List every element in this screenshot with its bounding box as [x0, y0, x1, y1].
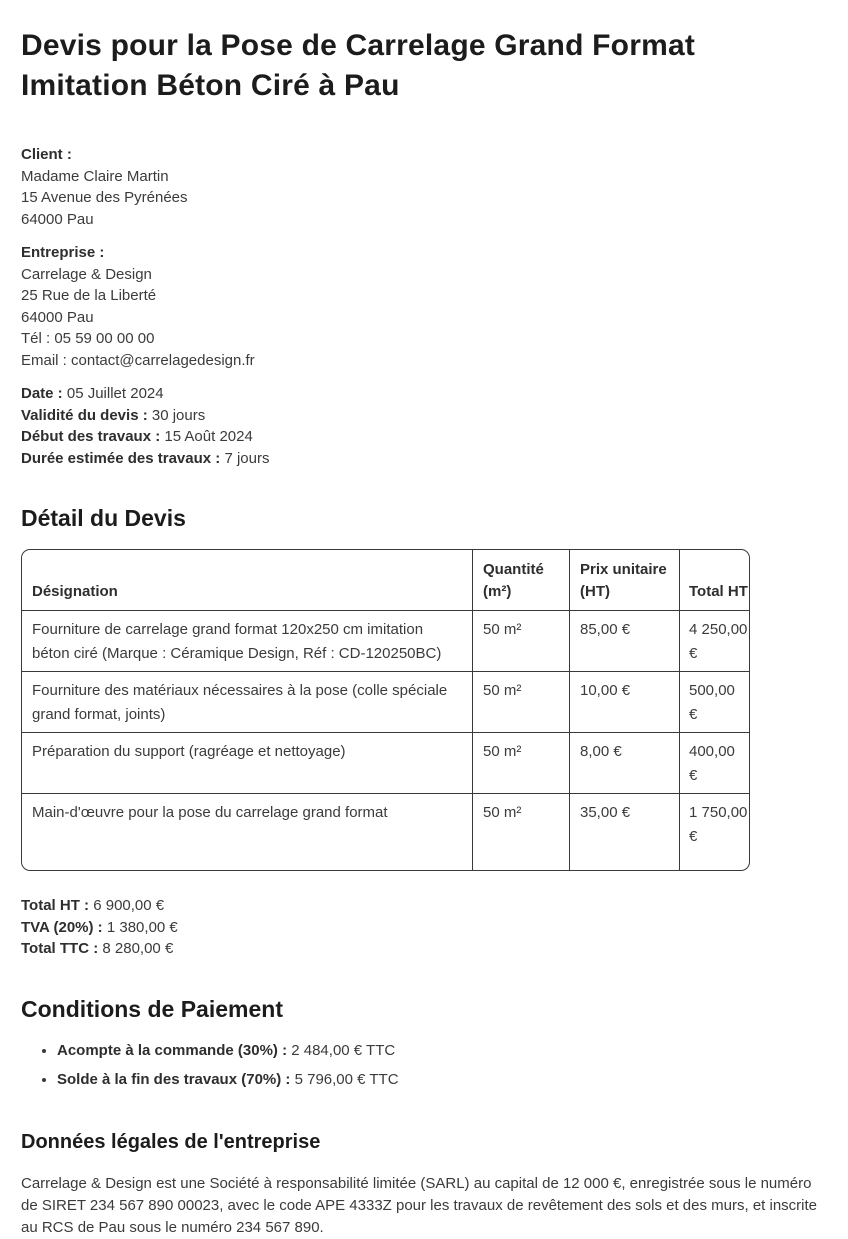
payment-term-balance-label: Solde à la fin des travaux (70%) : [57, 1071, 291, 1088]
total-ht-value: 6 900,00 € [93, 897, 165, 914]
tva-value: 1 380,00 € [106, 918, 178, 936]
payment-term-deposit-label: Acompte à la commande (30%) : [57, 1041, 288, 1059]
total-ht-label: Total HT : [21, 897, 90, 914]
meta-validity-value: 30 jours [151, 406, 206, 424]
client-address-street: 15 Avenue des Pyrénées [21, 189, 188, 206]
section-heading-detail: Détail du Devis [21, 505, 186, 531]
cell-unit-price: 8,00 € [569, 732, 679, 793]
total-ttc-label: Total TTC : [21, 940, 99, 957]
cell-unit-price: 10,00 € [569, 671, 679, 732]
cell-total: 4 250,00 € [679, 610, 749, 671]
cell-total: 1 750,00 € [679, 793, 749, 870]
total-ht-line [21, 895, 827, 917]
page-title: Devis pour la Pose de Carrelage Grand Format Imitation Béton Ciré à Pau [21, 29, 696, 102]
meta-date-value: 05 Juillet 2024 [66, 385, 164, 402]
company-block [21, 242, 827, 371]
section-heading-payment: Conditions de Paiement [21, 995, 283, 1022]
col-header-designation: Désignation [32, 582, 118, 600]
cell-designation: Fourniture de carrelage grand format 120x250 cm imitation béton ciré (Marque : Céramique Design, Réf : CD-120250BC) [22, 610, 472, 671]
cell-quantity: 50 m² [472, 732, 569, 793]
payment-term-balance [57, 1069, 827, 1091]
company-address-street: 25 Rue de la Liberté [21, 287, 157, 304]
meta-start [21, 426, 827, 448]
total-ttc-value: 8 280,00 € [102, 940, 174, 957]
meta-date [21, 383, 827, 405]
section-heading-legal: Données légales de l'entreprise [21, 1130, 321, 1153]
totals-block [21, 895, 827, 960]
table-row [22, 610, 749, 671]
table-row [22, 732, 749, 793]
payment-term-deposit [57, 1040, 827, 1062]
company-label: Entreprise : [21, 244, 105, 261]
cell-designation: Fourniture des matériaux nécessaires à la pose (colle spéciale grand format, joints) [22, 671, 472, 732]
table-header-row [22, 550, 749, 610]
cell-unit-price: 35,00 € [569, 793, 679, 870]
cell-designation: Préparation du support (ragréage et nettoyage) [22, 732, 472, 793]
tva-line [21, 917, 827, 939]
col-header-unit-price: Prix unitaire (HT) [569, 550, 679, 610]
cell-total: 400,00 € [679, 732, 749, 793]
col-header-total: Total HT [679, 550, 749, 610]
client-label: Client : [21, 146, 72, 163]
company-address-city: 64000 Pau [21, 308, 94, 326]
payment-term-balance-value: 5 796,00 € TTC [294, 1071, 399, 1088]
company-phone: Tél : 05 59 00 00 00 [21, 330, 155, 347]
total-ttc-line [21, 938, 827, 960]
meta-start-label: Début des travaux : [21, 428, 161, 445]
meta-duration-value: 7 jours [224, 449, 270, 467]
cell-total: 500,00 € [679, 671, 749, 732]
table-row [22, 671, 749, 732]
meta-date-label: Date : [21, 385, 63, 402]
client-address-city: 64000 Pau [21, 210, 94, 228]
meta-block [21, 383, 827, 469]
meta-validity [21, 405, 827, 427]
company-email: Email : contact@carrelagedesign.fr [21, 351, 255, 369]
client-name: Madame Claire Martin [21, 167, 169, 185]
cell-quantity: 50 m² [472, 671, 569, 732]
tva-label: TVA (20%) : [21, 918, 103, 936]
table-row [22, 793, 749, 870]
cell-unit-price: 85,00 € [569, 610, 679, 671]
cell-designation: Main-d'œuvre pour la pose du carrelage grand format [22, 793, 472, 870]
col-header-quantity: Quantité (m²) [472, 550, 569, 610]
payment-term-deposit-value: 2 484,00 € TTC [291, 1041, 396, 1059]
cell-quantity: 50 m² [472, 793, 569, 870]
legal-paragraph: Carrelage & Design est une Société à responsabilité limitée (SARL) au capital de 12 000 €, enregistrée sous le numéro de SIRET 234 567 890 00023, avec le code APE 4333Z pour les travaux de revêtement des sols et des murs, et inscrite au RCS de Pau sous le numéro 234 567 890. [21, 1174, 818, 1236]
meta-duration-label: Durée estimée des travaux : [21, 449, 221, 467]
company-name: Carrelage & Design [21, 265, 152, 283]
quote-table [21, 549, 750, 871]
meta-start-value: 15 Août 2024 [164, 428, 253, 445]
meta-validity-label: Validité du devis : [21, 406, 148, 424]
client-block [21, 144, 827, 230]
meta-duration [21, 448, 827, 470]
cell-quantity: 50 m² [472, 610, 569, 671]
payment-terms-list [21, 1040, 827, 1091]
